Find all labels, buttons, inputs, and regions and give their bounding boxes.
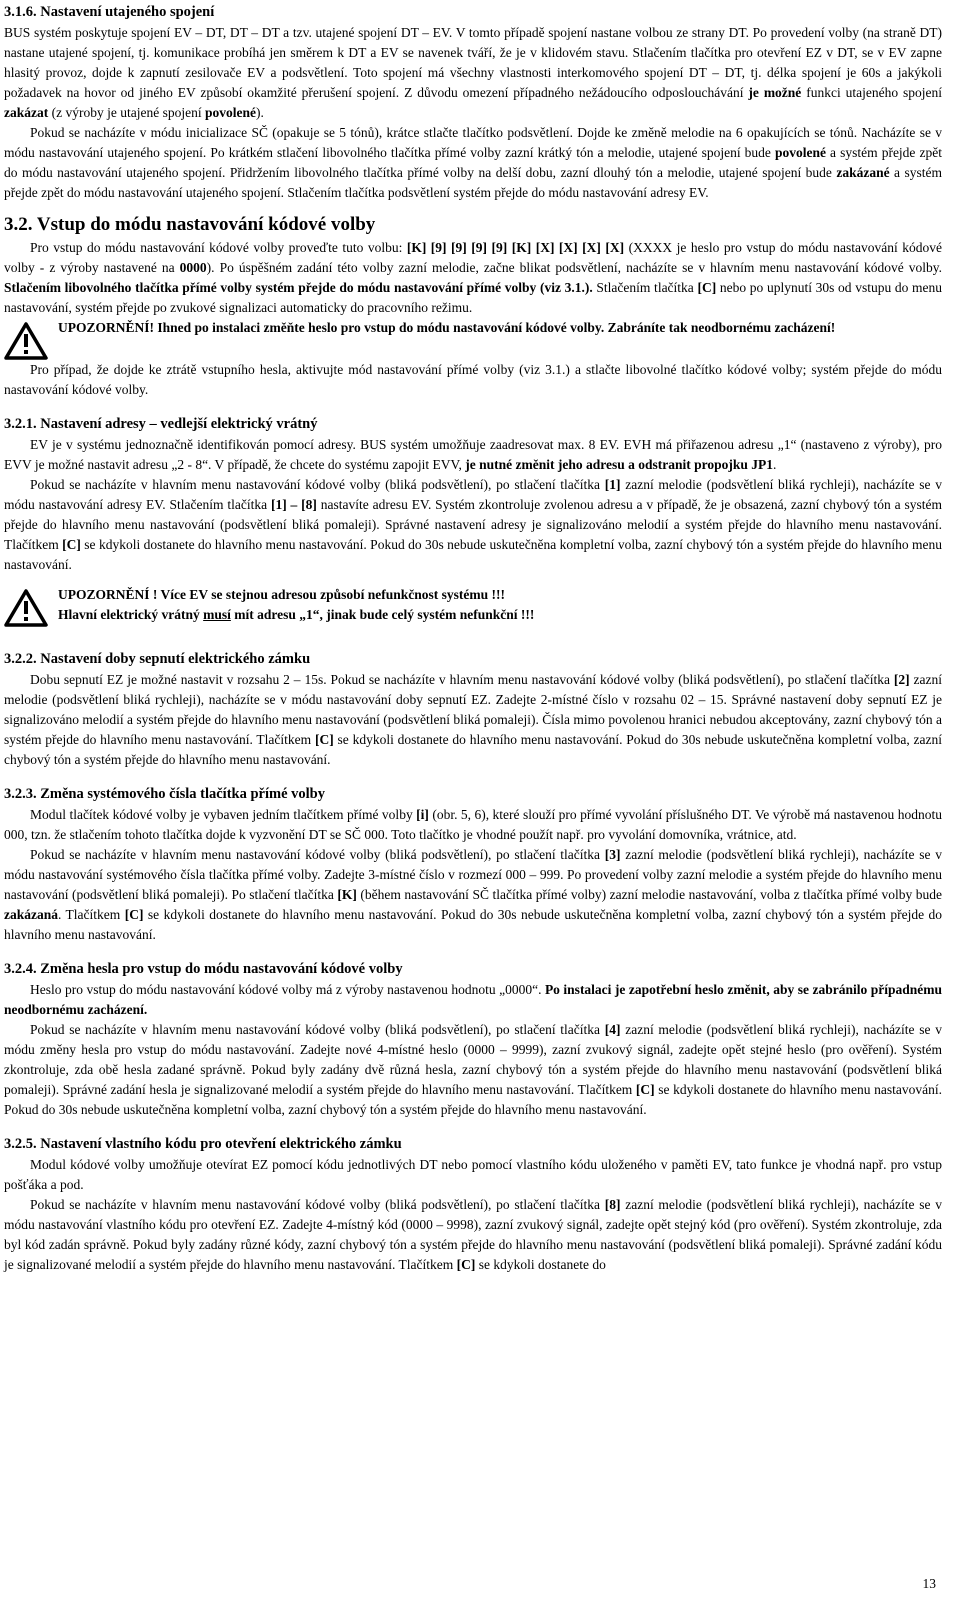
warning-triangle-icon	[4, 322, 48, 360]
paragraph-3-2-a: Pro vstup do módu nastavování kódové volby proveďte tuto volbu: [K] [9] [9] [9] [9] [K] [X] [X] [X] [X] (XXXX je heslo pro vstup do módu nastavování kódové volby - z výroby nastavené na 0000). Po úspěšném zadání této volby zazní melodie, začne blikat podsvětlení, nacházíte se v hlavním menu nastavování kódové volby. Stlačením libovolného tlačítka přímé volby systém přejde do módu nastavování přímé volby (viz 3.1.). Stlačením tlačítka [C] nebo po uplynutí 30s od vstupu do menu nastavování, systém přejde po zvukové signalizaci automaticky do pracovního režimu.	[4, 240, 943, 315]
page-number: 13	[922, 1576, 936, 1591]
paragraph-3-2-4-a: Heslo pro vstup do módu nastavování kódové volby má z výroby nastavenou hodnotu „0000“. Po instalaci je zapotřební heslo změnit, aby se zabránilo případnému neodbornému zacházení.	[4, 982, 942, 1017]
section-heading-3-2-4: 3.2.4. Změna hesla pro vstup do módu nastavování kódové volby	[4, 961, 403, 977]
paragraph-3-2-b: Pro případ, že dojde ke ztrátě vstupního hesla, aktivujte mód nastavování přímé volby (viz 3.1.) a stlačte libovolné tlačítko kódové volby; systém přejde do módu nastavování kódové volby.	[4, 362, 942, 397]
paragraph-3-2-1-b: Pokud se nacházíte v hlavním menu nastavování kódové volby (bliká podsvětlení), po stlačení tlačítka [1] zazní melodie (podsvětlení bliká rychleji), nacházíte se v módu nastavování adresy EV. Stlačením tlačítka [1] – [8] nastavíte adresu EV. Systém zkontroluje zvolenou adresu a v případě, že je obsazená, zazní chybový tón a systém přejde do hlavního menu nastavování (podsvětlení bliká pomaleji). Správné nastavení adresy je signalizováno melodií a systém přejde do hlavního menu nastavování. Tlačítkem [C] se kdykoli dostanete do hlavního menu nastavování. Pokud do 30s nebude uskutečněna kompletní volba, zazní chybový tón a systém přejde do hlavního menu nastavování.	[4, 477, 943, 572]
warning-text-address	[58, 585, 942, 625]
warning-block-password	[4, 318, 942, 360]
paragraph-3-1-6-b: Pokud se nacházíte v módu inicializace SČ (opakuje se 5 tónů), krátce stlačte tlačítko podsvětlení. Dojde ke změně melodie na 6 opakujících se tónů. Nacházíte se v módu nastavování utajeného spojení. Po krátkém stlačení libovolného tlačítka přímé volby zazní krátký tón a melodie, utajené spojení bude povolené a systém přejde zpět do módu nastavování utajeného spojení. Přidržením libovolného tlačítka přímé volby na delší dobu, zazní dlouhý tón a melodie, utajené spojení bude zakázané a systém přejde zpět do módu nastavování utajeného spojení. Stlačením tlačítka podsvětlení systém přejde do módu nastavování adresy EV.	[4, 125, 942, 200]
paragraph-3-2-3-a: Modul tlačítek kódové volby je vybaven jedním tlačítkem přímé volby [i] (obr. 5, 6), které slouží pro přímé vyvolání příslušného DT. Ve výrobě má nastavenou hodnotu 000, tzn. že stlačením tohoto tlačítka dojde k vyzvonění DT se SČ 000. Toto tlačítko je vhodné použít např. pro vyvolání domovníka, vrátnice, atd.	[4, 807, 942, 842]
section-heading-3-2: 3.2. Vstup do módu nastavování kódové volby	[4, 214, 376, 235]
section-heading-3-1-6: 3.1.6. Nastavení utajeného spojení	[4, 4, 215, 20]
warning-line-2: Hlavní elektrický vrátný musí mít adresu „1“, jinak bude celý systém nefunkční !!!	[58, 607, 535, 622]
section-heading-3-2-2: 3.2.2. Nastavení doby sepnutí elektrického zámku	[4, 651, 311, 667]
warning-block-address	[4, 585, 942, 627]
paragraph-3-2-2: Dobu sepnutí EZ je možné nastavit v rozsahu 2 – 15s. Pokud se nacházíte v hlavním menu nastavování kódové volby (bliká podsvětlení), po stlačení tlačítka [2] zazní melodie (podsvětlení bliká rychleji), nacházíte se v módu nastavování doby sepnutí EZ. Zadejte 2-místné číslo v rozsahu 02 – 15. Správné nastavení doby sepnutí EZ je signalizováno melodií a systém přejde do hlavního menu nastavování (podsvětlení bliká pomaleji). Čísla mimo povolenou hranici nebudou akceptovány, zazní chybový tón a systém přejde do hlavního menu nastavování. Tlačítkem [C] se kdykoli dostanete do hlavního menu nastavování. Pokud do 30s nebude uskutečněna kompletní volba, zazní chybový tón a systém přejde do hlavního menu nastavování.	[4, 672, 942, 767]
section-heading-3-2-5: 3.2.5. Nastavení vlastního kódu pro otevření elektrického zámku	[4, 1136, 402, 1152]
paragraph-3-2-5-b: Pokud se nacházíte v hlavním menu nastavování kódové volby (bliká podsvětlení), po stlačení tlačítka [8] zazní melodie (podsvětlení bliká rychleji), nacházíte se v módu nastavování vlastního kódu pro otevření EZ. Zadejte 4-místný kód (0000 – 9998), zazní zvukový signál, zadejte opět stejný kód (pro ověření). Systém zkontroluje, zda byl kód zadán správně. Pokud byly zadány různé kódy, zazní chybový tón a systém přejde do hlavního menu nastavování (podsvětlení bliká pomaleji). Správné zadání kódu je signalizované melodií a systém přejde do hlavního menu nastavování. Tlačítkem [C] se kdykoli dostanete do	[4, 1197, 942, 1272]
section-heading-3-2-1: 3.2.1. Nastavení adresy – vedlejší elektrický vrátný	[4, 416, 318, 432]
paragraph-3-2-1-a: EV je v systému jednoznačně identifikován pomocí adresy. BUS systém umožňuje zaadresovat max. 8 EV. EVH má přiřazenou adresu „1“ (nastaveno z výroby), pro EVV je možné nastavit adresu „2 - 8“. V případě, že chcete do systému zapojit EVV, je nutné změnit jeho adresu a odstranit propojku JP1.	[4, 437, 942, 472]
paragraph-3-2-5-a: Modul kódové volby umožňuje otevírat EZ pomocí kódu jednotlivých DT nebo pomocí vlastního kódu uloženého v paměti EV, tato funkce je vhodná např. pro vstup pošťáka a pod.	[4, 1157, 942, 1192]
warning-text-password: UPOZORNĚNÍ! Ihned po instalaci změňte heslo pro vstup do módu nastavování kódové volby. Zabráníte tak neodbornému zacházení!	[58, 320, 836, 335]
section-heading-3-2-3: 3.2.3. Změna systémového čísla tlačítka přímé volby	[4, 786, 325, 802]
warning-line-1: UPOZORNĚNÍ ! Více EV se stejnou adresou způsobí nefunkčnost systému !!!	[58, 587, 506, 602]
paragraph-3-1-6-a: BUS systém poskytuje spojení EV – DT, DT – DT a tzv. utajené spojení DT – EV. V tomto případě spojení nastane volbou ze strany DT. Po provedení volby (na straně DT) nastane utajené spojení, tj. komunikace probíhá jen směrem k DT a EV se navenek tváří, že je v klidovém stavu. Stlačením tlačítka pro otevření EZ v DT, se v EV zapne hlasitý provoz, dojde k zapnutí zesilovače EV a podsvětlení. Toto spojení má všechny vlastnosti interkomového spojení DT – DT, tj. délka spojení je 60s a jakýkoli požadavek na hovor od jiného EV způsobí okamžité přerušení spojení. Z důvodu omezení případného nežádoucího odposlouchávání je možné funkci utajeného spojení zakázat (z výroby je utajené spojení povolené).	[4, 25, 942, 120]
paragraph-3-2-3-b: Pokud se nacházíte v hlavním menu nastavování kódové volby (bliká podsvětlení), po stlačení tlačítka [3] zazní melodie (podsvětlení bliká rychleji), nacházíte se v módu nastavování systémového čísla tlačítka přímé volby. Zadejte 3-místné číslo v rozmezí 000 – 999. Po provedení volby zazní melodie a systém přejde do hlavního menu nastavování (podsvětlení bliká pomaleji). Po stlačení tlačítka [K] (během nastavování SČ tlačítka přímé volby) zazní melodie nastavování, volba z tlačítka přímé volby bude zakázaná. Tlačítkem [C] se kdykoli dostanete do hlavního menu nastavování. Pokud do 30s nebude uskutečněna kompletní volba, zazní chybový tón a systém přejde do hlavního menu nastavování.	[4, 847, 943, 942]
warning-triangle-icon	[4, 589, 48, 627]
paragraph-3-2-4-b: Pokud se nacházíte v hlavním menu nastavování kódové volby (bliká podsvětlení), po stlačení tlačítka [4] zazní melodie (podsvětlení bliká rychleji), nacházíte se v módu změny hesla pro vstup do módu nastavování. Zadejte nové 4-místné heslo (0000 – 9999), zazní zvukový signál, zadejte opět stejné heslo (pro ověření). Systém zkontroluje, zda obě hesla zadané správně. Pokud byly zadány dvě různá hesla, zazní chybový tón a systém přejde do hlavního menu nastavování (podsvětlení bliká pomaleji). Správné zadání hesla je signalizované melodií a systém přejde do hlavního menu nastavování. Tlačítkem [C] se kdykoli dostanete do hlavního menu nastavování. Pokud do 30s nebude uskutečněna kompletní volba, zazní chybový tón a systém přejde do hlavního menu nastavování.	[4, 1022, 942, 1117]
